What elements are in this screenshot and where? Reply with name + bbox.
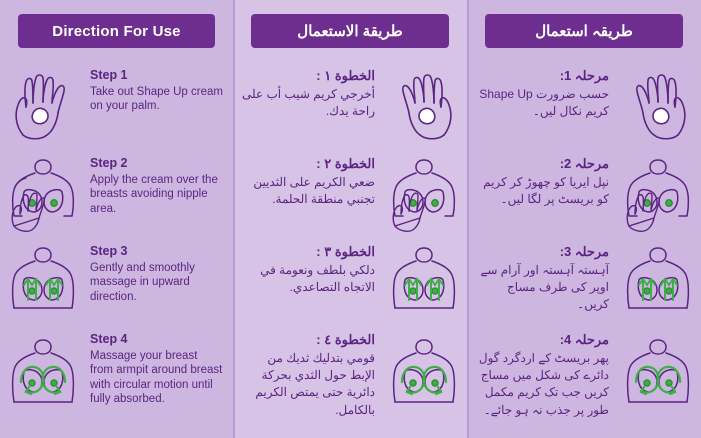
- torso-circular-arrows-icon: [615, 324, 701, 424]
- header-urdu: طریقہ استعمال: [485, 14, 683, 48]
- step-4-urdu-title: مرحلہ 4:: [559, 332, 609, 347]
- step-row-1: [0, 60, 701, 148]
- step-2-urdu: [467, 148, 701, 236]
- step-row-4: [0, 324, 701, 424]
- step-2-arabic: [233, 148, 467, 236]
- header-english: Direction For Use: [18, 14, 215, 48]
- step-4-arabic-body: قومي بتدليك ثديك من الإبط حول الثدي بحركة دائرية حتى يمتص الكريم بالكامل.: [255, 350, 375, 417]
- step-3-arabic: [233, 236, 467, 324]
- step-3-urdu: [467, 236, 701, 324]
- step-2-arabic-title: الخطوة ٢ :: [316, 156, 375, 171]
- step-4-english-text: [86, 324, 233, 424]
- step-row-2: [0, 148, 701, 236]
- step-4-arabic: [233, 324, 467, 424]
- step-3-urdu-title: مرحلہ 3:: [559, 244, 609, 259]
- step-3-urdu-body: آہستہ آہستہ اور آرام سے اوپر کی طرف مساج کریں۔: [480, 262, 609, 312]
- palm-icon: [0, 60, 86, 148]
- step-4-urdu: [467, 324, 701, 424]
- step-1-arabic: [233, 60, 467, 148]
- step-4-arabic-title: الخطوة ٤ :: [316, 332, 375, 347]
- step-2-arabic-body: ضعي الكريم على الثديين تجنبي منطقة الحلمة.: [253, 174, 375, 206]
- torso-apply-icon: [0, 148, 86, 236]
- torso-apply-icon: [381, 148, 467, 236]
- palm-icon: [615, 60, 701, 148]
- torso-circular-arrows-icon: [381, 324, 467, 424]
- step-1-urdu-title: مرحلہ 1:: [559, 68, 609, 83]
- step-3-arabic-text: [233, 236, 381, 324]
- step-1-english-text: [86, 60, 233, 148]
- step-4-arabic-text: [233, 324, 381, 424]
- torso-upward-arrows-icon: [381, 236, 467, 324]
- step-3-english-title: Step 3: [90, 244, 128, 258]
- step-1-urdu-body: حسب ضرورت Shape Up کریم نکال لیں۔: [479, 86, 609, 118]
- step-3-english-text: [86, 236, 233, 324]
- step-2-urdu-body: نپل ایریا کو چھوڑ کر کریم کو بریسٹ پر لگا لیں۔: [483, 174, 609, 206]
- step-2-urdu-title: مرحلہ 2:: [559, 156, 609, 171]
- step-3-urdu-text: [467, 236, 615, 324]
- step-2-english: [0, 148, 233, 236]
- step-1-arabic-text: [233, 60, 381, 148]
- step-4-english-body: Massage your breast from armpit around breast with circular motion until fully absorbed.: [90, 350, 223, 406]
- step-2-english-body: Apply the cream over the breasts avoiding nipple area.: [90, 174, 218, 215]
- step-1-english-body: Take out Shape Up cream on your palm.: [90, 86, 223, 113]
- torso-apply-icon: [615, 148, 701, 236]
- torso-upward-arrows-icon: [615, 236, 701, 324]
- step-4-english: [0, 324, 233, 424]
- step-1-arabic-title: الخطوة ١ :: [316, 68, 375, 83]
- step-1-english: [0, 60, 233, 148]
- step-3-arabic-title: الخطوة ٣ :: [316, 244, 375, 259]
- step-4-urdu-text: [467, 324, 615, 424]
- torso-upward-arrows-icon: [0, 236, 86, 324]
- step-2-english-text: [86, 148, 233, 236]
- step-4-urdu-body: پھر بریسٹ کے اردگرد گول دائرے کی شکل میں مساج کریں جب تک کریم مکمل طور پر جذب نہ ہو جائے۔: [478, 350, 609, 417]
- step-1-urdu-text: [467, 60, 615, 148]
- step-2-arabic-text: [233, 148, 381, 236]
- step-1-urdu: [467, 60, 701, 148]
- step-1-english-title: Step 1: [90, 68, 128, 82]
- step-1-arabic-body: أخرجي كريم شيب أب على راحة يدك.: [241, 86, 375, 118]
- palm-icon: [381, 60, 467, 148]
- step-3-arabic-body: دلكي بلطف ونعومة في الاتجاه التصاعدي.: [260, 262, 375, 294]
- step-4-english-title: Step 4: [90, 332, 128, 346]
- step-2-english-title: Step 2: [90, 156, 128, 170]
- header-arabic: طريقة الاستعمال: [251, 14, 449, 48]
- step-3-english: [0, 236, 233, 324]
- step-2-urdu-text: [467, 148, 615, 236]
- torso-circular-arrows-icon: [0, 324, 86, 424]
- step-row-3: [0, 236, 701, 324]
- step-3-english-body: Gently and smoothly massage in upward direction.: [90, 262, 195, 303]
